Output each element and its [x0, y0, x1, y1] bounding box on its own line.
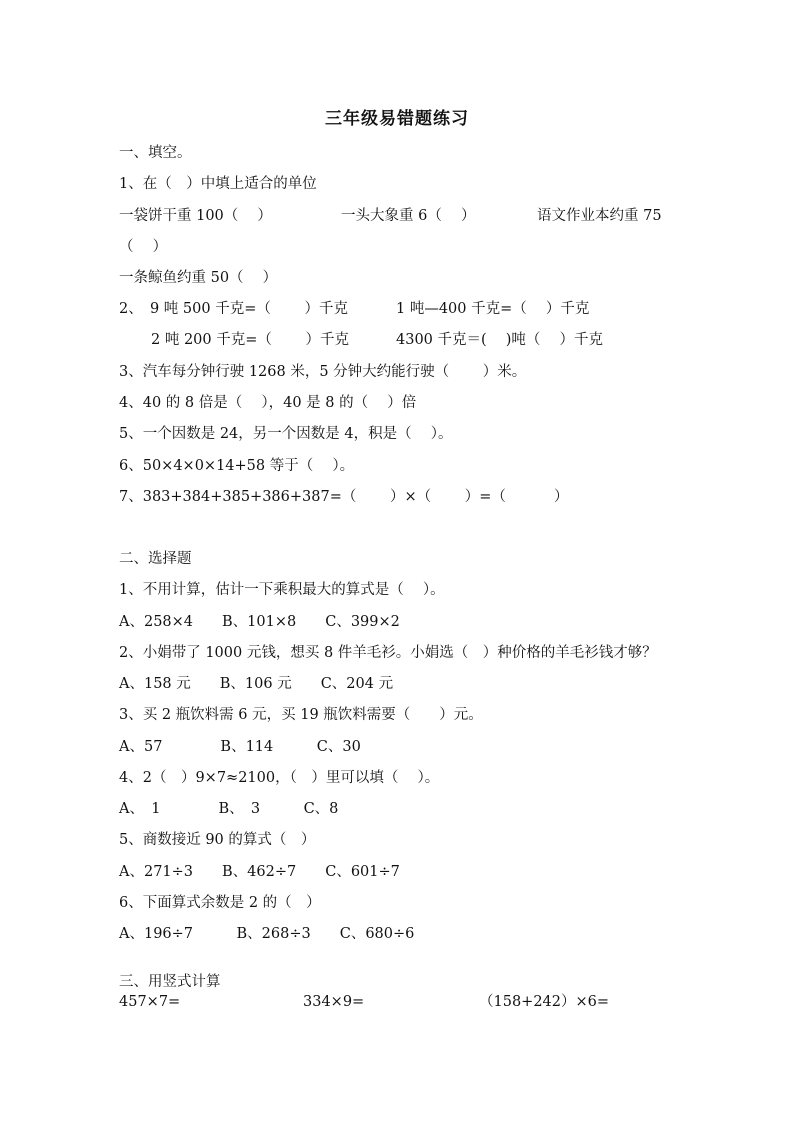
calc-item-1: 457×7= — [119, 994, 181, 1010]
mc-q5-options: A、271÷3 B、462÷7 C、601÷7 — [119, 864, 400, 880]
q7: 7、383+384+385+386+387=（ ）×（ ）=（ ） — [119, 489, 569, 505]
calc-item-2: 334×9= — [303, 994, 365, 1010]
q1-item-d: 一条鲸鱼约重 50（ ） — [119, 270, 278, 286]
q3: 3、汽车每分钟行驶 1268 米，5 分钟大约能行驶（ ）米。 — [119, 364, 527, 380]
q2-line-b: 1 吨—400 千克=（ ）千克 — [396, 301, 590, 317]
q2-line-c: 2 吨 200 千克=（ ）千克 — [151, 332, 349, 348]
section-heading-multiple-choice: 二、选择题 — [119, 551, 192, 567]
q1-item-c-cont: （ ） — [119, 239, 168, 255]
mc-q2-stem: 2、小娟带了 1000 元钱，想买 8 件羊毛衫。小娟选（ ）种价格的羊毛衫钱才够？ — [119, 645, 657, 661]
mc-q4-options: A、 1 B、 3 C、8 — [119, 801, 339, 817]
mc-q3-options: A、57 B、114 C、30 — [119, 739, 361, 755]
q2-line-d: 4300 千克＝( )吨（ ）千克 — [396, 332, 604, 348]
q5: 5、一个因数是 24，另一个因数是 4，积是（ ）。 — [119, 426, 453, 442]
mc-q3-stem: 3、买 2 瓶饮料需 6 元，买 19 瓶饮料需要（ ）元。 — [119, 707, 483, 723]
q1-item-a: 一袋饼干重 100（ ） — [119, 208, 272, 224]
mc-q4-stem: 4、2（ ）9×7≈2100，（ ）里可以填（ ）。 — [119, 770, 440, 786]
page-title: 三年级易错题练习 — [325, 109, 469, 129]
section-heading-vertical-calc: 三、用竖式计算 — [119, 974, 221, 990]
mc-q6-stem: 6、下面算式余数是 2 的（ ） — [119, 895, 321, 911]
q1-item-b: 一头大象重 6（ ） — [341, 208, 476, 224]
mc-q1-stem: 1、不用计算，估计一下乘积最大的算式是（ ）。 — [119, 582, 445, 598]
mc-q6-options: A、196÷7 B、268÷3 C、680÷6 — [119, 926, 415, 942]
q1-stem: 1、在（ ）中填上适合的单位 — [119, 176, 317, 192]
calc-item-3: （158+242）×6= — [479, 994, 610, 1010]
mc-q2-options: A、158 元 B、106 元 C、204 元 — [119, 676, 394, 692]
section-heading-fill-blank: 一、填空。 — [119, 145, 192, 161]
q1-item-c: 语文作业本约重 75 — [537, 208, 662, 224]
q6: 6、50×4×0×14+58 等于（ ）。 — [119, 458, 355, 474]
q2-line-a: 2、 9 吨 500 千克=（ ）千克 — [119, 301, 348, 317]
q4: 4、40 的 8 倍是（ ），40 是 8 的（ ）倍 — [119, 395, 417, 411]
mc-q1-options: A、258×4 B、101×8 C、399×2 — [119, 614, 400, 630]
mc-q5-stem: 5、商数接近 90 的算式（ ） — [119, 832, 316, 848]
